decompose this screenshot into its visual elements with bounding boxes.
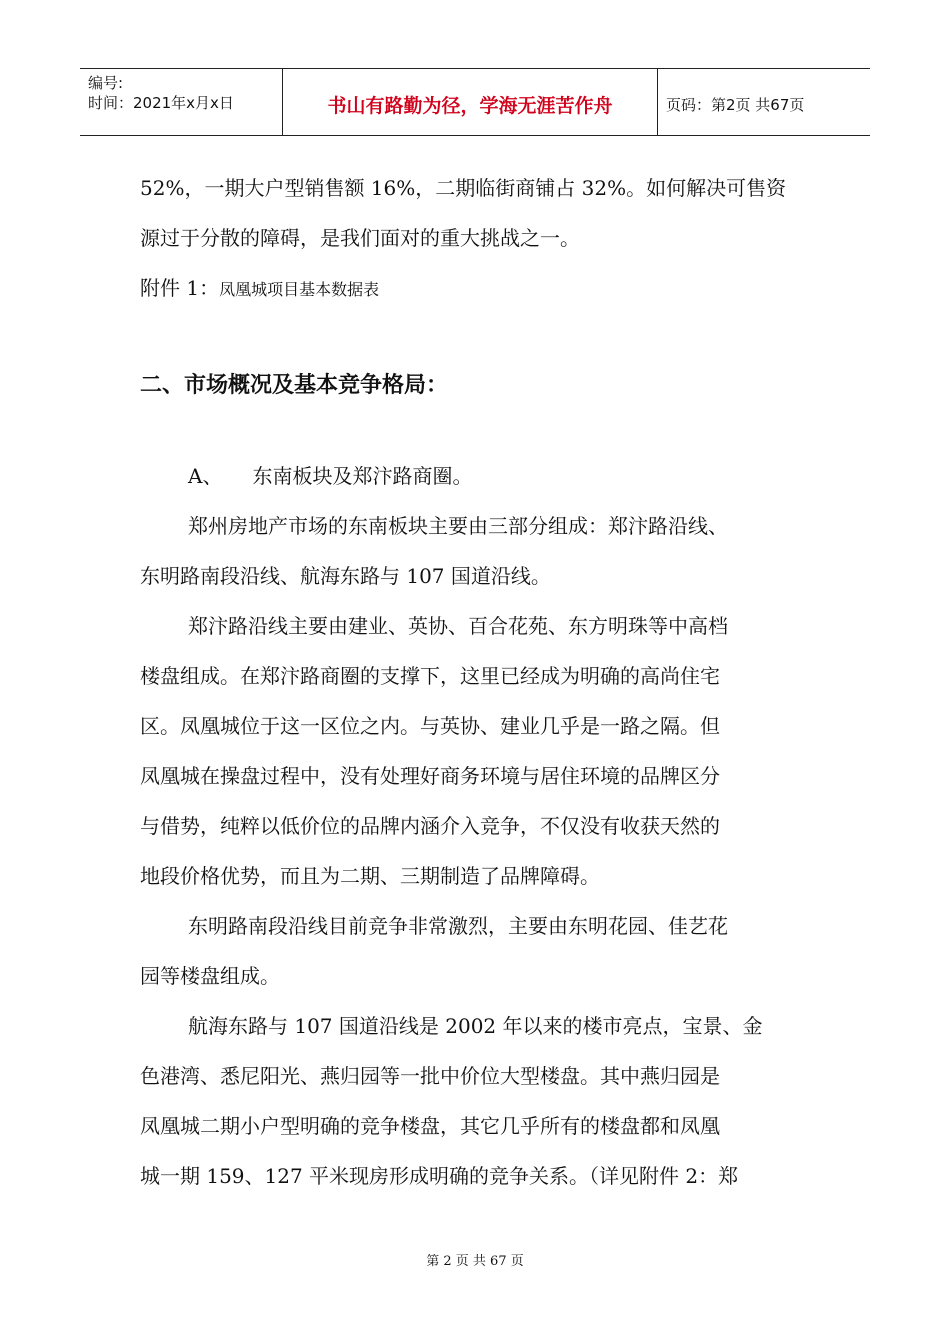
paragraph-line: 凤凰城在操盘过程中，没有处理好商务环境与居住环境的品牌区分: [140, 764, 720, 788]
attachment-title: 凤凰城项目基本数据表: [219, 280, 380, 299]
paragraph-line: 东明路南段沿线、航海东路与 107 国道沿线。: [140, 564, 551, 588]
section-heading: 二、市场概况及基本竞争格局：: [140, 373, 449, 398]
attachment-label: 附件 1：: [140, 276, 220, 300]
subsection-marker: A、: [188, 464, 223, 488]
paragraph-line: 凤凰城二期小户型明确的竞争楼盘，其它几乎所有的楼盘都和凤凰: [140, 1114, 720, 1138]
paragraph-line: 色港湾、悉尼阳光、燕归园等一批中价位大型楼盘。其中燕归园是: [140, 1064, 720, 1088]
paragraph-line: 园等楼盘组成。: [140, 964, 280, 988]
header-page-info: 页码：第2页 共67页: [666, 95, 805, 114]
paragraph-line: 地段价格优势，而且为二期、三期制造了品牌障碍。: [140, 864, 600, 888]
paragraph-line: 郑州房地产市场的东南板块主要由三部分组成：郑汴路沿线、: [188, 514, 728, 538]
document-time-label: 时间：2021年x月x日: [88, 94, 234, 112]
subsection-heading: [188, 460, 868, 489]
header-meta-cell: [80, 69, 283, 135]
paragraph-line: 与借势，纯粹以低价位的品牌内涵介入竞争，不仅没有收获天然的: [140, 814, 720, 838]
paragraph-line: 郑汴路沿线主要由建业、英协、百合花苑、东方明珠等中高档: [188, 614, 728, 638]
paragraph-line: 城一期 159、127 平米现房形成明确的竞争关系。（详见附件 2：郑: [140, 1164, 739, 1188]
body-line: 源过于分散的障碍，是我们面对的重大挑战之一。: [140, 226, 580, 250]
document-number-label: 编号:: [88, 74, 124, 92]
paragraph-line: 东明路南段沿线目前竞争非常激烈，主要由东明花园、佳艺花: [188, 914, 728, 938]
paragraph-line: 楼盘组成。在郑汴路商圈的支撑下，这里已经成为明确的高尚住宅: [140, 664, 720, 688]
header-motto: 书山有路勤为径，学海无涯苦作舟: [283, 69, 658, 135]
body-line: 52%，一期大户型销售额 16%，二期临街商铺占 32%。如何解决可售资: [140, 176, 787, 200]
subsection-title: 东南板块及郑汴路商圈。: [252, 464, 473, 488]
attachment-note: [140, 272, 820, 301]
paragraph-line: 航海东路与 107 国道沿线是 2002 年以来的楼市亮点，宝景、金: [188, 1014, 763, 1038]
document-header: [80, 68, 870, 136]
paragraph-line: 区。凤凰城位于这一区位之内。与英协、建业几乎是一路之隔。但: [140, 714, 720, 738]
page-footer: 第 2 页 共 67 页: [426, 1254, 524, 1269]
